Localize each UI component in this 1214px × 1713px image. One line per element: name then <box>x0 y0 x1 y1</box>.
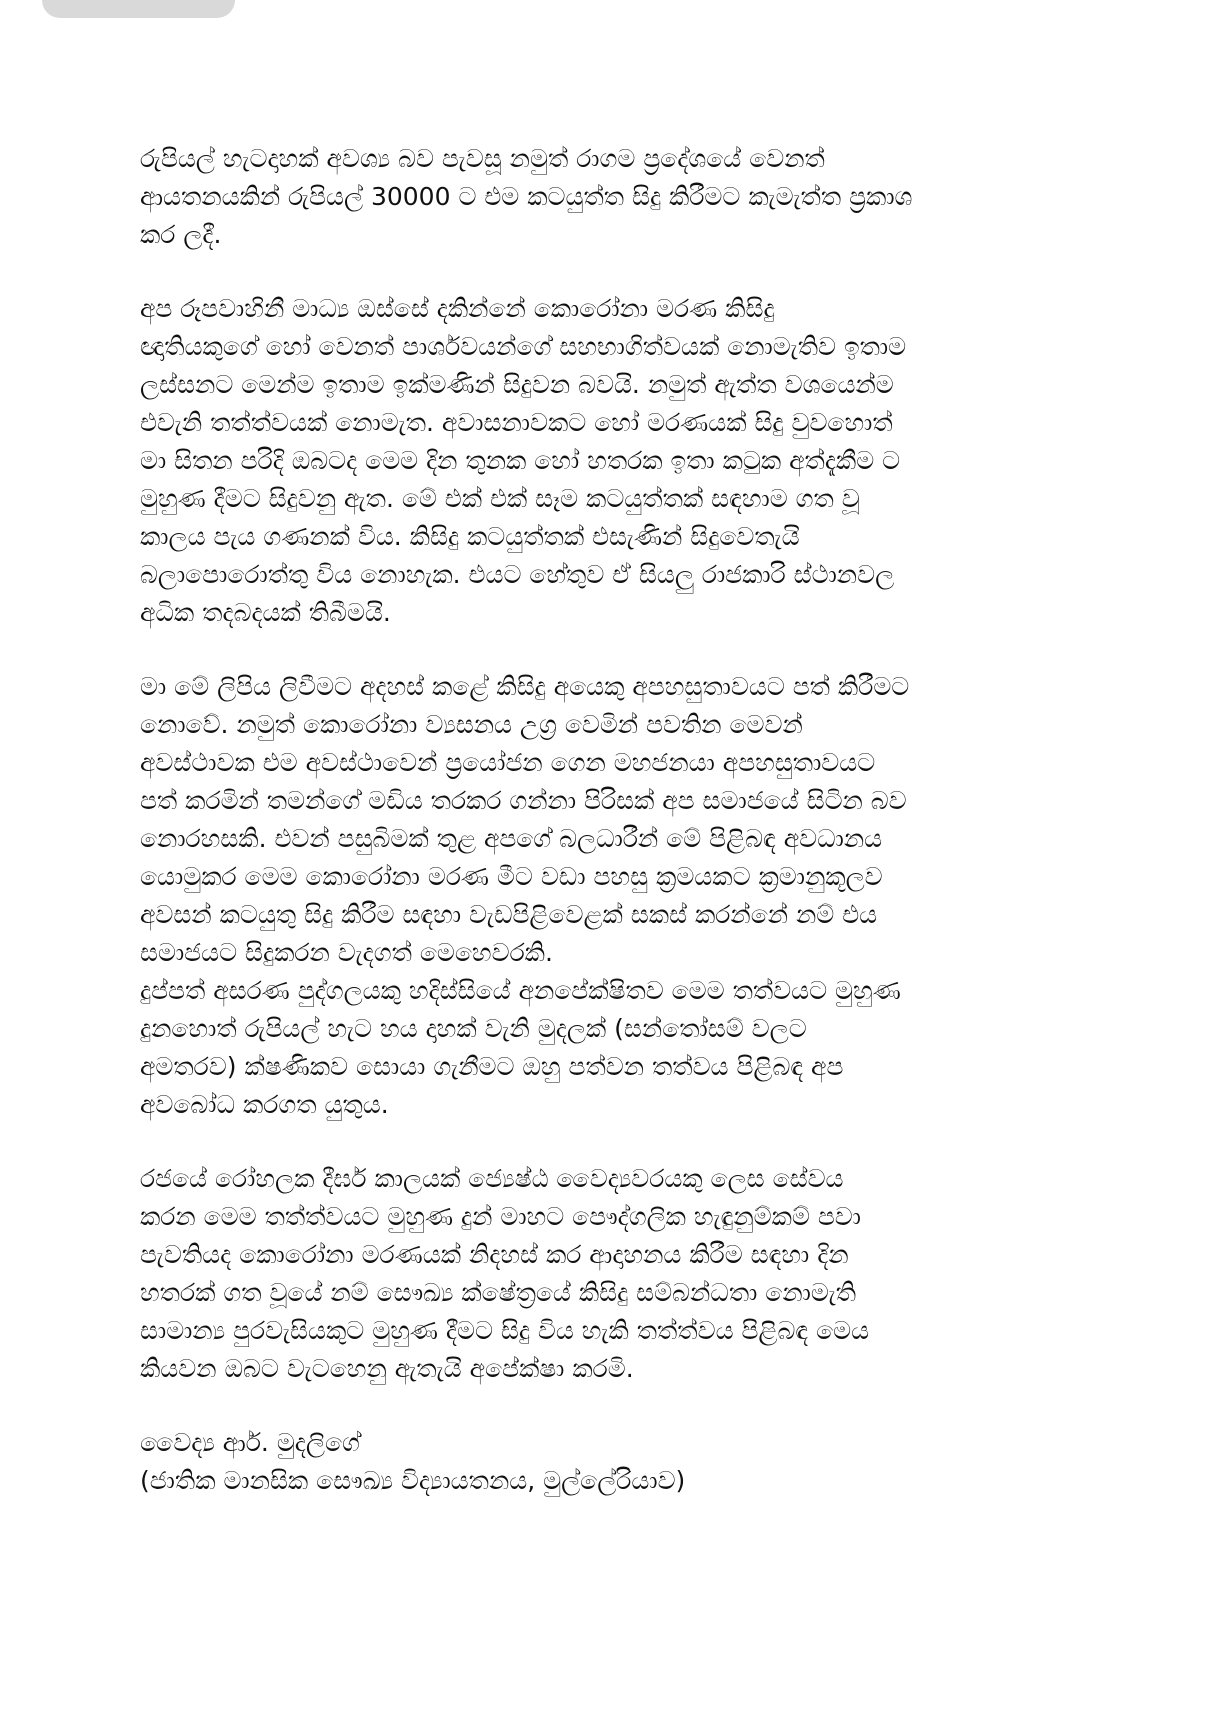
text-line: ඥාතියකුගේ හෝ වෙනත් පාර්ශවයන්ගේ සහභාගිත්වයක් නොමැතිව ඉතාම <box>140 332 907 361</box>
text-line: අවසන් කටයුතු සිදු කිරීම සඳහා වැඩපිළිවෙළක් සකස් කරන්නේ නම් එය <box>140 900 878 929</box>
text-line: කාලය පැය ගණනක් විය. කිසිදු කටයුත්තක් එසැණින් සිදුවෙතැයි <box>140 522 800 551</box>
text-line: සමාජයට සිදුකරන වැදගත් මෙහෙවරකි. <box>140 938 553 967</box>
text-line: රුපියල් හැටදාහක් අවශ්‍ය බව පැවසූ නමුත් රාගම ප්‍රදේශයේ වෙනත් <box>140 144 825 173</box>
text-line: අධික තදබදයක් තිබීමයි. <box>140 598 391 627</box>
paragraph-cost-comparison <box>140 140 1080 254</box>
text-line: පත් කරමින් තමන්ගේ මඩිය තරකර ගන්නා පිරිසක් අප සමාජයේ සිටින බව <box>140 786 907 815</box>
paragraph-gap <box>140 632 1080 668</box>
text-line: කරන මෙම තත්ත්වයට මුහුණ දුන් මාහට පෞද්ගලික හැඳුනුම්කම් පවා <box>140 1202 861 1231</box>
text-line: නොරහසකි. එවන් පසුබිමක් තුළ අපගේ බලධාරීන් මේ පිළිබඳ අවධානය <box>140 824 883 853</box>
signature-block <box>140 1424 1080 1500</box>
text-line: කර ලදී. <box>140 220 222 249</box>
letter-body <box>140 140 1080 1500</box>
paragraph-purpose <box>140 668 1080 1124</box>
text-line: කියවන ඔබට වැටහෙනු ඇතැයි අපේක්ෂා කරමි. <box>140 1354 634 1383</box>
paragraph-gap <box>140 1124 1080 1160</box>
text-line: එවැනි තත්ත්වයක් නොමැත. අවාසනාවකට හෝ මරණයක් සිදු වුවහොත් <box>140 408 893 437</box>
text-line: මා මේ ලිපිය ලිවීමට අදහස් කළේ කිසිදු අයෙකු අපහසුතාවයට පත් කිරීමට <box>140 672 910 701</box>
text-line: දුප්පත් අසරණ පුද්ගලයකු හදිස්සියේ අනපේක්ෂිතව මෙම තත්වයට මුහුණ <box>140 976 901 1005</box>
text-line: අවබෝධ කරගත යුතුය. <box>140 1090 389 1119</box>
text-line: අමතරව) ක්ෂණිකව සොයා ගැනීමට ඔහු පත්වන තත්වය පිළිබඳ අප <box>140 1052 844 1081</box>
text-line: දුනහොත් රුපියල් හැට හය දාහක් වැනි මුදලක් (සන්තෝසම් වලට <box>140 1014 807 1043</box>
text-line: පැවතියද කොරෝනා මරණයක් නිදහස් කර ආදාහනය කිරීම සඳහා දින <box>140 1240 849 1269</box>
text-line: නොවේ. නමුත් කොරෝනා ව්‍යසනය උග්‍ර වෙමින් පවතින මෙවන් <box>140 710 803 739</box>
text-line: රජයේ රෝහලක දීර්ඝ කාලයක් ජ්‍යෙෂ්ඨ වෛද්‍යවරයකු ලෙස සේවය <box>140 1164 844 1193</box>
text-line: මුහුණ දීමට සිදුවනු ඇත. මේ එක් එක් සෑම කටයුත්තක් සඳහාම ගත වූ <box>140 484 860 513</box>
text-line: හතරක් ගත වූයේ නම් සෞඛ්‍ය ක්ෂේත්‍රයේ කිසිදු සම්බන්ධතා නොමැති <box>140 1278 857 1307</box>
author-name: වෛද්‍ය ආර්. මුදලිගේ <box>140 1428 360 1457</box>
text-line: බලාපොරොත්තු විය නොහැක. එයට හේතුව ඒ සියලු රාජකාරි ස්ථානවල <box>140 560 895 589</box>
text-line: ආයතනයකින් රුපියල් 30000 ට එම කටයුත්ත සිදු කිරීමට කැමැත්ත ප්‍රකාශ <box>140 182 913 211</box>
text-line: ලස්සනට මෙන්ම ඉතාම ඉක්මණින් සිදුවන බවයි. නමුත් ඇත්ත වශයෙන්ම <box>140 370 894 399</box>
paragraph-media-view <box>140 290 1080 632</box>
text-line: යොමුකර මෙම කොරෝනා මරණ මීට වඩා පහසු ක්‍රමයකට ක්‍රමානුකූලව <box>140 862 883 891</box>
top-tab <box>42 0 235 18</box>
text-line: මා සිතන පරිදි ඔබටද මෙම දින තුනක හෝ හතරක ඉතා කටුක අත්දැකීම ට <box>140 446 901 475</box>
text-line: අප රූපවාහිනී මාධ්‍ය ඔස්සේ දකින්නේ කොරෝනා මරණ කිසිදු <box>140 294 775 323</box>
author-affiliation: (ජාතික මානසික සෞඛ්‍ය විද්‍යායතනය, මුල්ලේරියාව) <box>140 1466 686 1495</box>
paragraph-personal-experience <box>140 1160 1080 1388</box>
text-line: සාමාන්‍ය පුරවැසියකුට මුහුණ දීමට සිදු විය හැකි තත්ත්වය පිළිබඳ මෙය <box>140 1316 870 1345</box>
text-line: අවස්ථාවක එම අවස්ථාවෙන් ප්‍රයෝජන ගෙන මහජනයා අපහසුතාවයට <box>140 748 876 777</box>
paragraph-gap <box>140 1388 1080 1424</box>
paragraph-gap <box>140 254 1080 290</box>
